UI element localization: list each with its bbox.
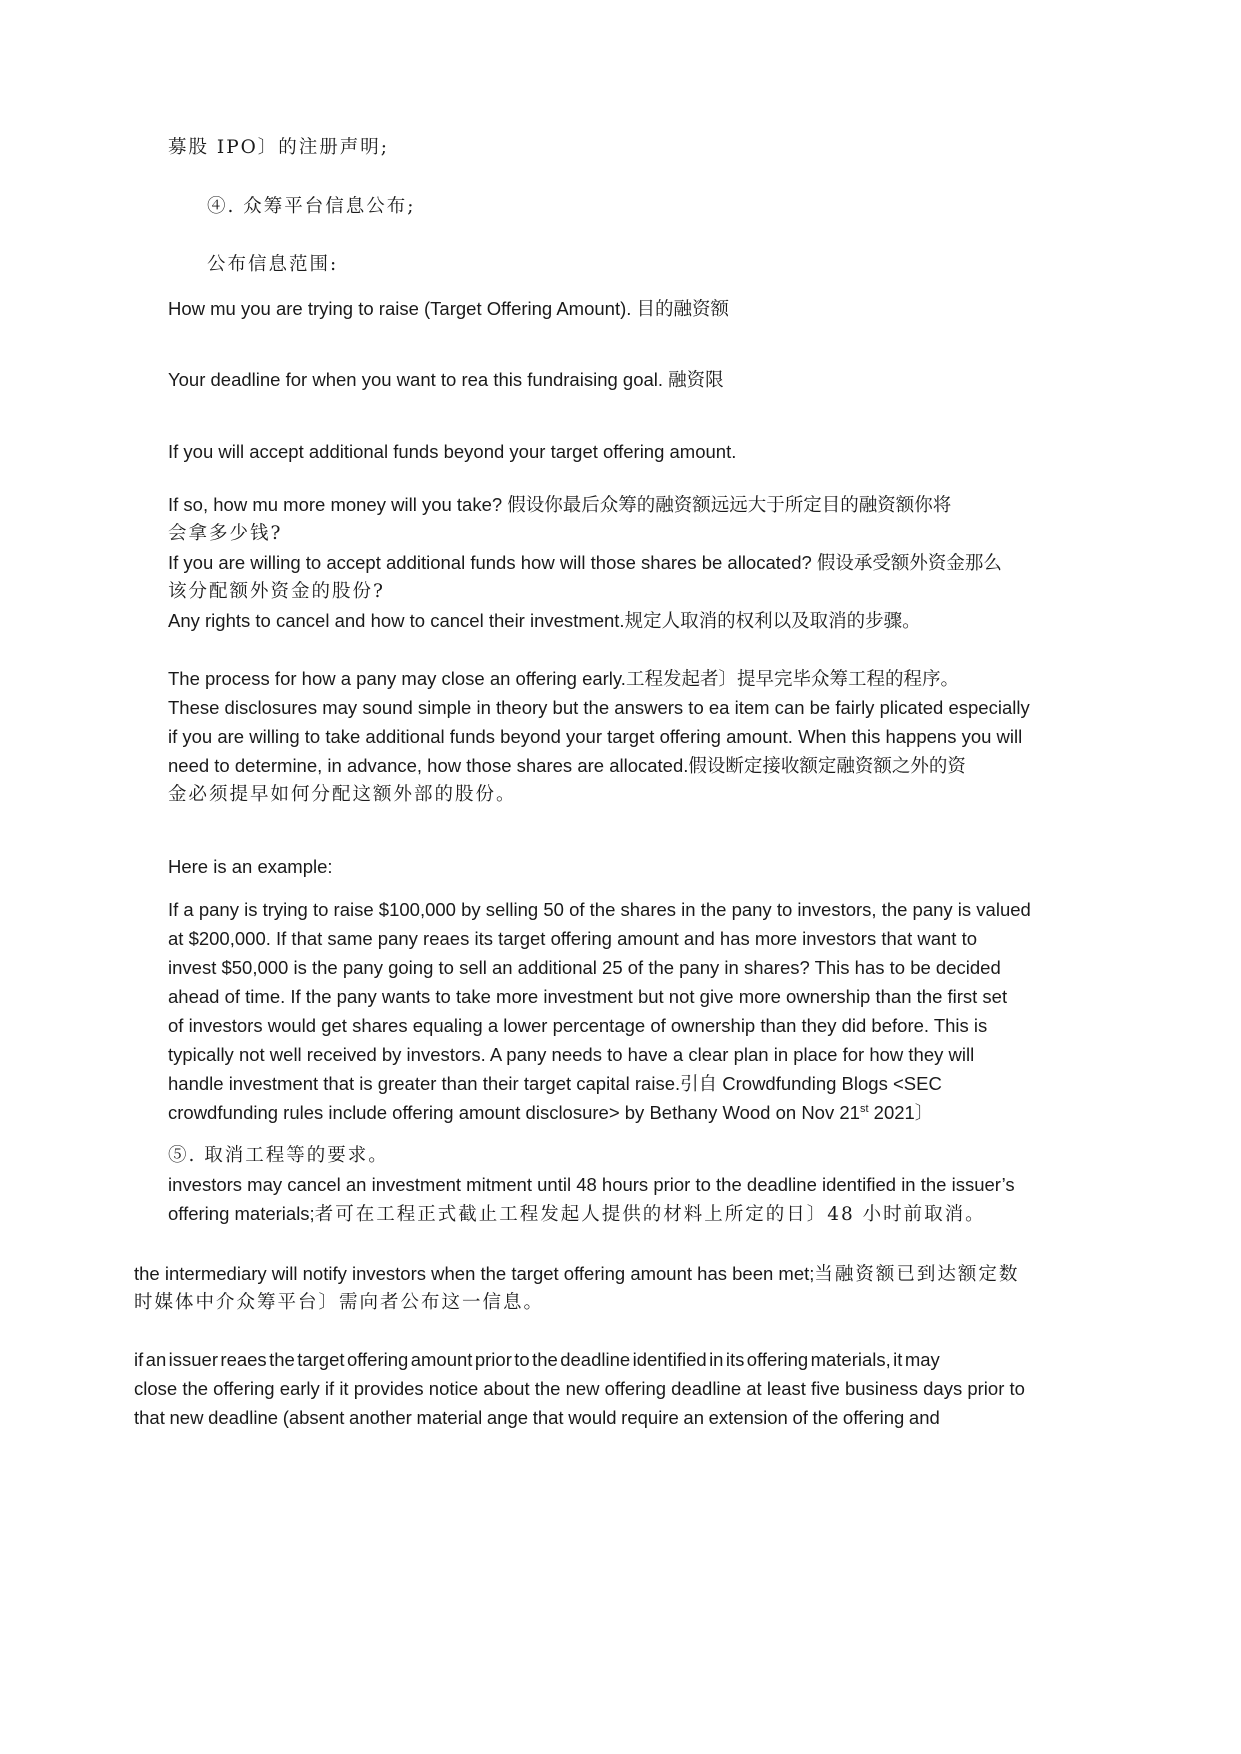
word: issuer [168, 1349, 218, 1370]
word: in [709, 1349, 724, 1370]
word: that [134, 1407, 165, 1428]
text-line: If you are willing to accept additional funds how will those shares be allocated? 假设承受额外资金那么 [168, 552, 1002, 573]
text-line: 金必须提早如何分配这额外部的股份。 [168, 784, 517, 805]
text-line: investors may cancel an investment mitment until 48 hours prior to the deadline identified in the issuer’s [168, 1174, 1015, 1195]
text-line: Here is an example: [168, 856, 333, 877]
word: if [134, 1349, 144, 1370]
word: deadline [560, 1349, 631, 1370]
text-line: of investors would get shares equaling a lower percentage of ownership than they did before. This is [168, 1015, 988, 1036]
word: new [169, 1407, 204, 1428]
text-line [168, 1202, 986, 1227]
word: (absent [282, 1407, 345, 1428]
word: the [812, 1407, 839, 1428]
word: its [725, 1349, 745, 1370]
text-line: The process for how a pany may close an offering early.工程发起者〕提早完毕众筹工程的程序。 [168, 668, 959, 689]
word: extension [708, 1407, 788, 1428]
word: an [683, 1407, 704, 1428]
text-line: close the offering early if it provides notice about the new offering deadline at least five business days prior to [134, 1378, 1025, 1399]
text-segment: offering materials; [168, 1203, 315, 1224]
word: target [297, 1349, 345, 1370]
word: offering [346, 1349, 409, 1370]
text-line: ahead of time. If the pany wants to take more investment but not give more ownership than the first set [168, 986, 1008, 1007]
justified-text-line [134, 1348, 940, 1372]
word: another [349, 1407, 412, 1428]
word: materials, [810, 1349, 891, 1370]
word: an [145, 1349, 167, 1370]
text-line: 募股 IPO〕的注册声明; [168, 137, 390, 158]
text-line [168, 1101, 933, 1125]
justified-text-line [134, 1406, 940, 1430]
text-line: 会拿多少钱? [168, 523, 283, 544]
text-line: 时媒体中介众筹平台〕需向者公布这一信息。 [134, 1292, 545, 1313]
citation-text: crowdfunding rules include offering amount disclosure> by Bethany Wood on Nov 21 [168, 1102, 860, 1123]
ordinal-suffix: st [859, 1103, 869, 1115]
word: it [893, 1349, 903, 1370]
text-segment: the intermediary will notify investors when the target offering amount has been met; [134, 1263, 815, 1284]
text-segment: 当融资额已到达额定数 [814, 1264, 1020, 1285]
text-line: invest $50,000 is the pany going to sell an additional 25 of the pany in shares? This has to be decided [168, 957, 1001, 978]
word: ange [486, 1407, 529, 1428]
word: material [416, 1407, 483, 1428]
word: deadline [208, 1407, 279, 1428]
text-line: If you will accept additional funds beyond your target offering amount. [168, 441, 737, 462]
word: the [532, 1349, 558, 1370]
text-line: 该分配额外资金的股份? [168, 581, 385, 602]
text-segment: 者可在工程正式截止工程发起人提供的材料上所定的日〕48 小时前取消。 [314, 1204, 986, 1225]
word: identified [632, 1349, 707, 1370]
section-heading: ⑤. 取消工程等的要求。 [168, 1145, 389, 1166]
text-line: need to determine, in advance, how those shares are allocated.假设断定接收额定融资额之外的资 [168, 755, 966, 776]
citation-year: 2021〕 [868, 1102, 934, 1123]
text-line: at $200,000. If that same pany reaes its target offering amount and has more investors that want to [168, 928, 977, 949]
text-line: Your deadline for when you want to rea this fundraising goal. 融资限 [168, 369, 724, 390]
word: offering [842, 1407, 905, 1428]
word: of [792, 1407, 808, 1428]
word: and [908, 1407, 940, 1428]
text-line: If so, how mu more money will you take? 假设你最后众筹的融资额远远大于所定目的融资额你将 [168, 494, 952, 515]
section-heading: ④. 众筹平台信息公布; [207, 196, 416, 217]
text-line: handle investment that is greater than their target capital raise.引自 Crowdfunding Blogs <SEC [168, 1073, 942, 1094]
text-line [134, 1262, 1019, 1287]
text-line: typically not well received by investors. A pany needs to have a clear plan in place for how they will [168, 1044, 975, 1065]
word: amount [410, 1349, 473, 1370]
text-line: Any rights to cancel and how to cancel their investment.规定人取消的权利以及取消的步骤。 [168, 610, 921, 631]
word: require [621, 1407, 679, 1428]
word: offering [746, 1349, 809, 1370]
text-line: These disclosures may sound simple in theory but the answers to ea item can be fairly plicated especially [168, 697, 1030, 718]
word: the [269, 1349, 295, 1370]
text-line: if you are willing to take additional funds beyond your target offering amount. When this happens you will [168, 726, 1023, 747]
word: to [514, 1349, 530, 1370]
word: would [568, 1407, 617, 1428]
word: that [532, 1407, 564, 1428]
text-line: How mu you are trying to raise (Target Offering Amount). 目的融资额 [168, 298, 730, 319]
word: prior [474, 1349, 512, 1370]
text-line: If a pany is trying to raise $100,000 by selling 50 of the shares in the pany to investors, the pany is valued [168, 899, 1031, 920]
word: may [904, 1349, 940, 1370]
word: reaes [220, 1349, 267, 1370]
text-line: 公布信息范围: [207, 254, 339, 275]
